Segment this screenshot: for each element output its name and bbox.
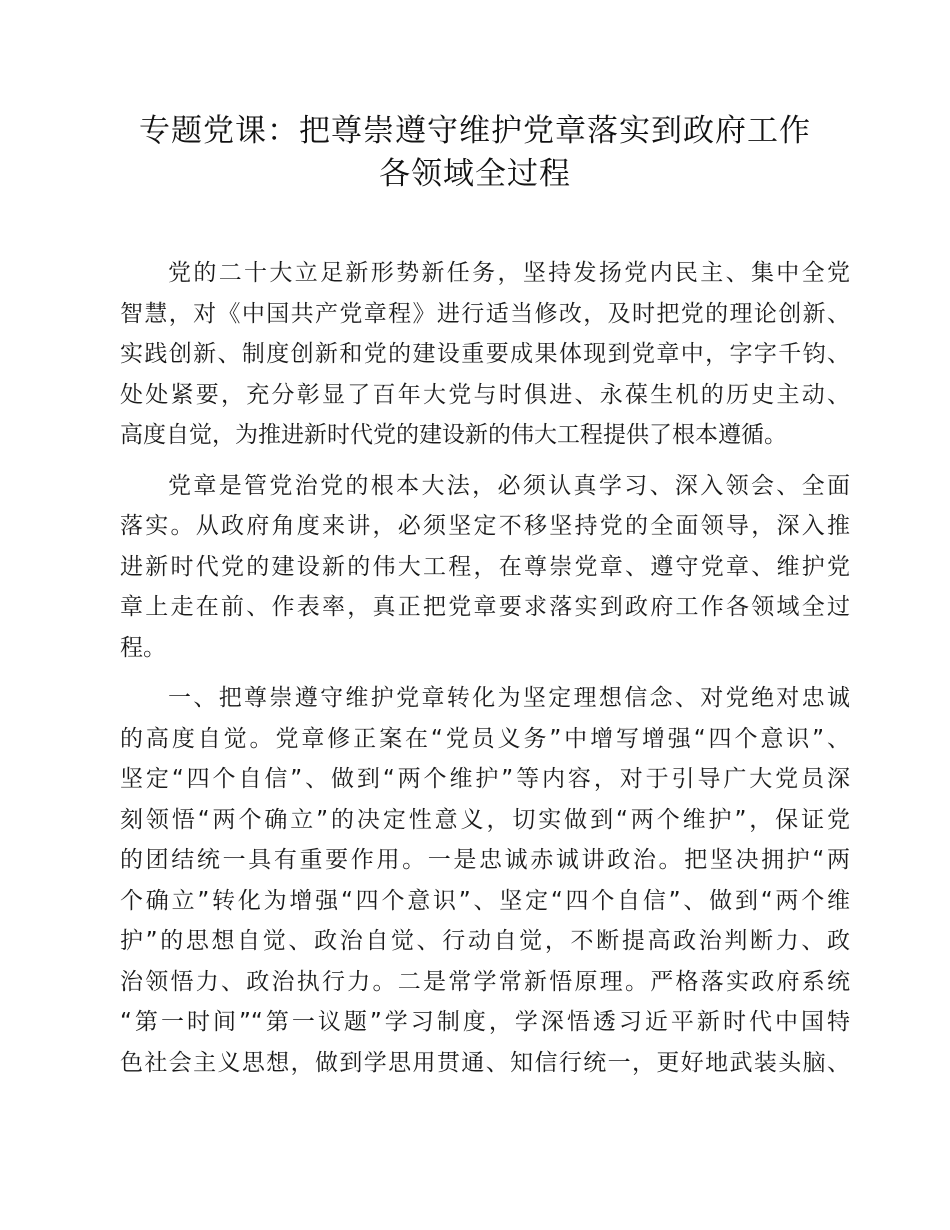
title-line: 专题党课：把尊崇遵守维护党章落实到政府工作 <box>139 113 811 149</box>
text-line: 智慧，对《中国共产党章程》进行适当修改，及时把党的理论创新、 <box>120 300 850 327</box>
text-line: 高度自觉，为推进新时代党的建设新的伟大工程提供了根本遵循。 <box>120 422 787 448</box>
text-line: 护”的思想自觉、政治自觉、行动自觉，不断提高政治判断力、政 <box>120 928 850 954</box>
text-line: 处处紧要，充分彰显了百年大党与时俱进、永葆生机的历史主动、 <box>120 381 850 408</box>
text-line: 党的二十大立足新形势新任务，坚持发扬党内民主、集中全党 <box>168 260 850 286</box>
paragraph-2 <box>120 466 850 669</box>
text-line: 治领悟力、政治执行力。二是常学常新悟原理。严格落实政府系统 <box>120 968 850 995</box>
text-line: 进新时代党的建设新的伟大工程，在尊崇党章、遵守党章、维护党 <box>120 553 850 580</box>
document-title <box>100 110 850 196</box>
text-line: 党章是管党治党的根本大法，必须认真学习、深入领会、全面 <box>168 472 850 499</box>
text-line: “第一时间”“第一议题”学习制度，学深悟透习近平新时代中国特 <box>120 1009 850 1035</box>
text-line: 落实。从政府角度来讲，必须坚定不移坚持党的全面领导，深入推 <box>120 513 850 539</box>
text-line: 一、把尊崇遵守维护党章转化为坚定理想信念、对党绝对忠诚 <box>168 685 850 711</box>
text-line: 色社会主义思想，做到学思用贯通、知信行统一，更好地武装头脑、 <box>120 1049 850 1076</box>
text-line: 实践创新、制度创新和党的建设重要成果体现到党章中，字字千钧、 <box>120 341 850 367</box>
text-line: 的团结统一具有重要作用。一是忠诚赤诚讲政治。把坚决拥护“两 <box>120 847 850 873</box>
paragraph-1 <box>120 253 850 456</box>
text-line: 的高度自觉。党章修正案在“党员义务”中增写增强“四个意识”、 <box>120 725 850 752</box>
text-line: 章上走在前、作表率，真正把党章要求落实到政府工作各领域全过 <box>120 594 850 620</box>
text-line: 坚定“四个自信”、做到“两个维护”等内容，对于引导广大党员深 <box>120 766 850 792</box>
text-line: 刻领悟“两个确立”的决定性意义，切实做到“两个维护”，保证党 <box>120 806 850 833</box>
text-line: 程。 <box>120 634 166 661</box>
title-line: 各领域全过程 <box>379 156 571 192</box>
paragraph-3 <box>120 678 850 1083</box>
document-body <box>120 253 850 1093</box>
text-line: 个确立”转化为增强“四个意识”、坚定“四个自信”、做到“两个维 <box>120 887 850 914</box>
